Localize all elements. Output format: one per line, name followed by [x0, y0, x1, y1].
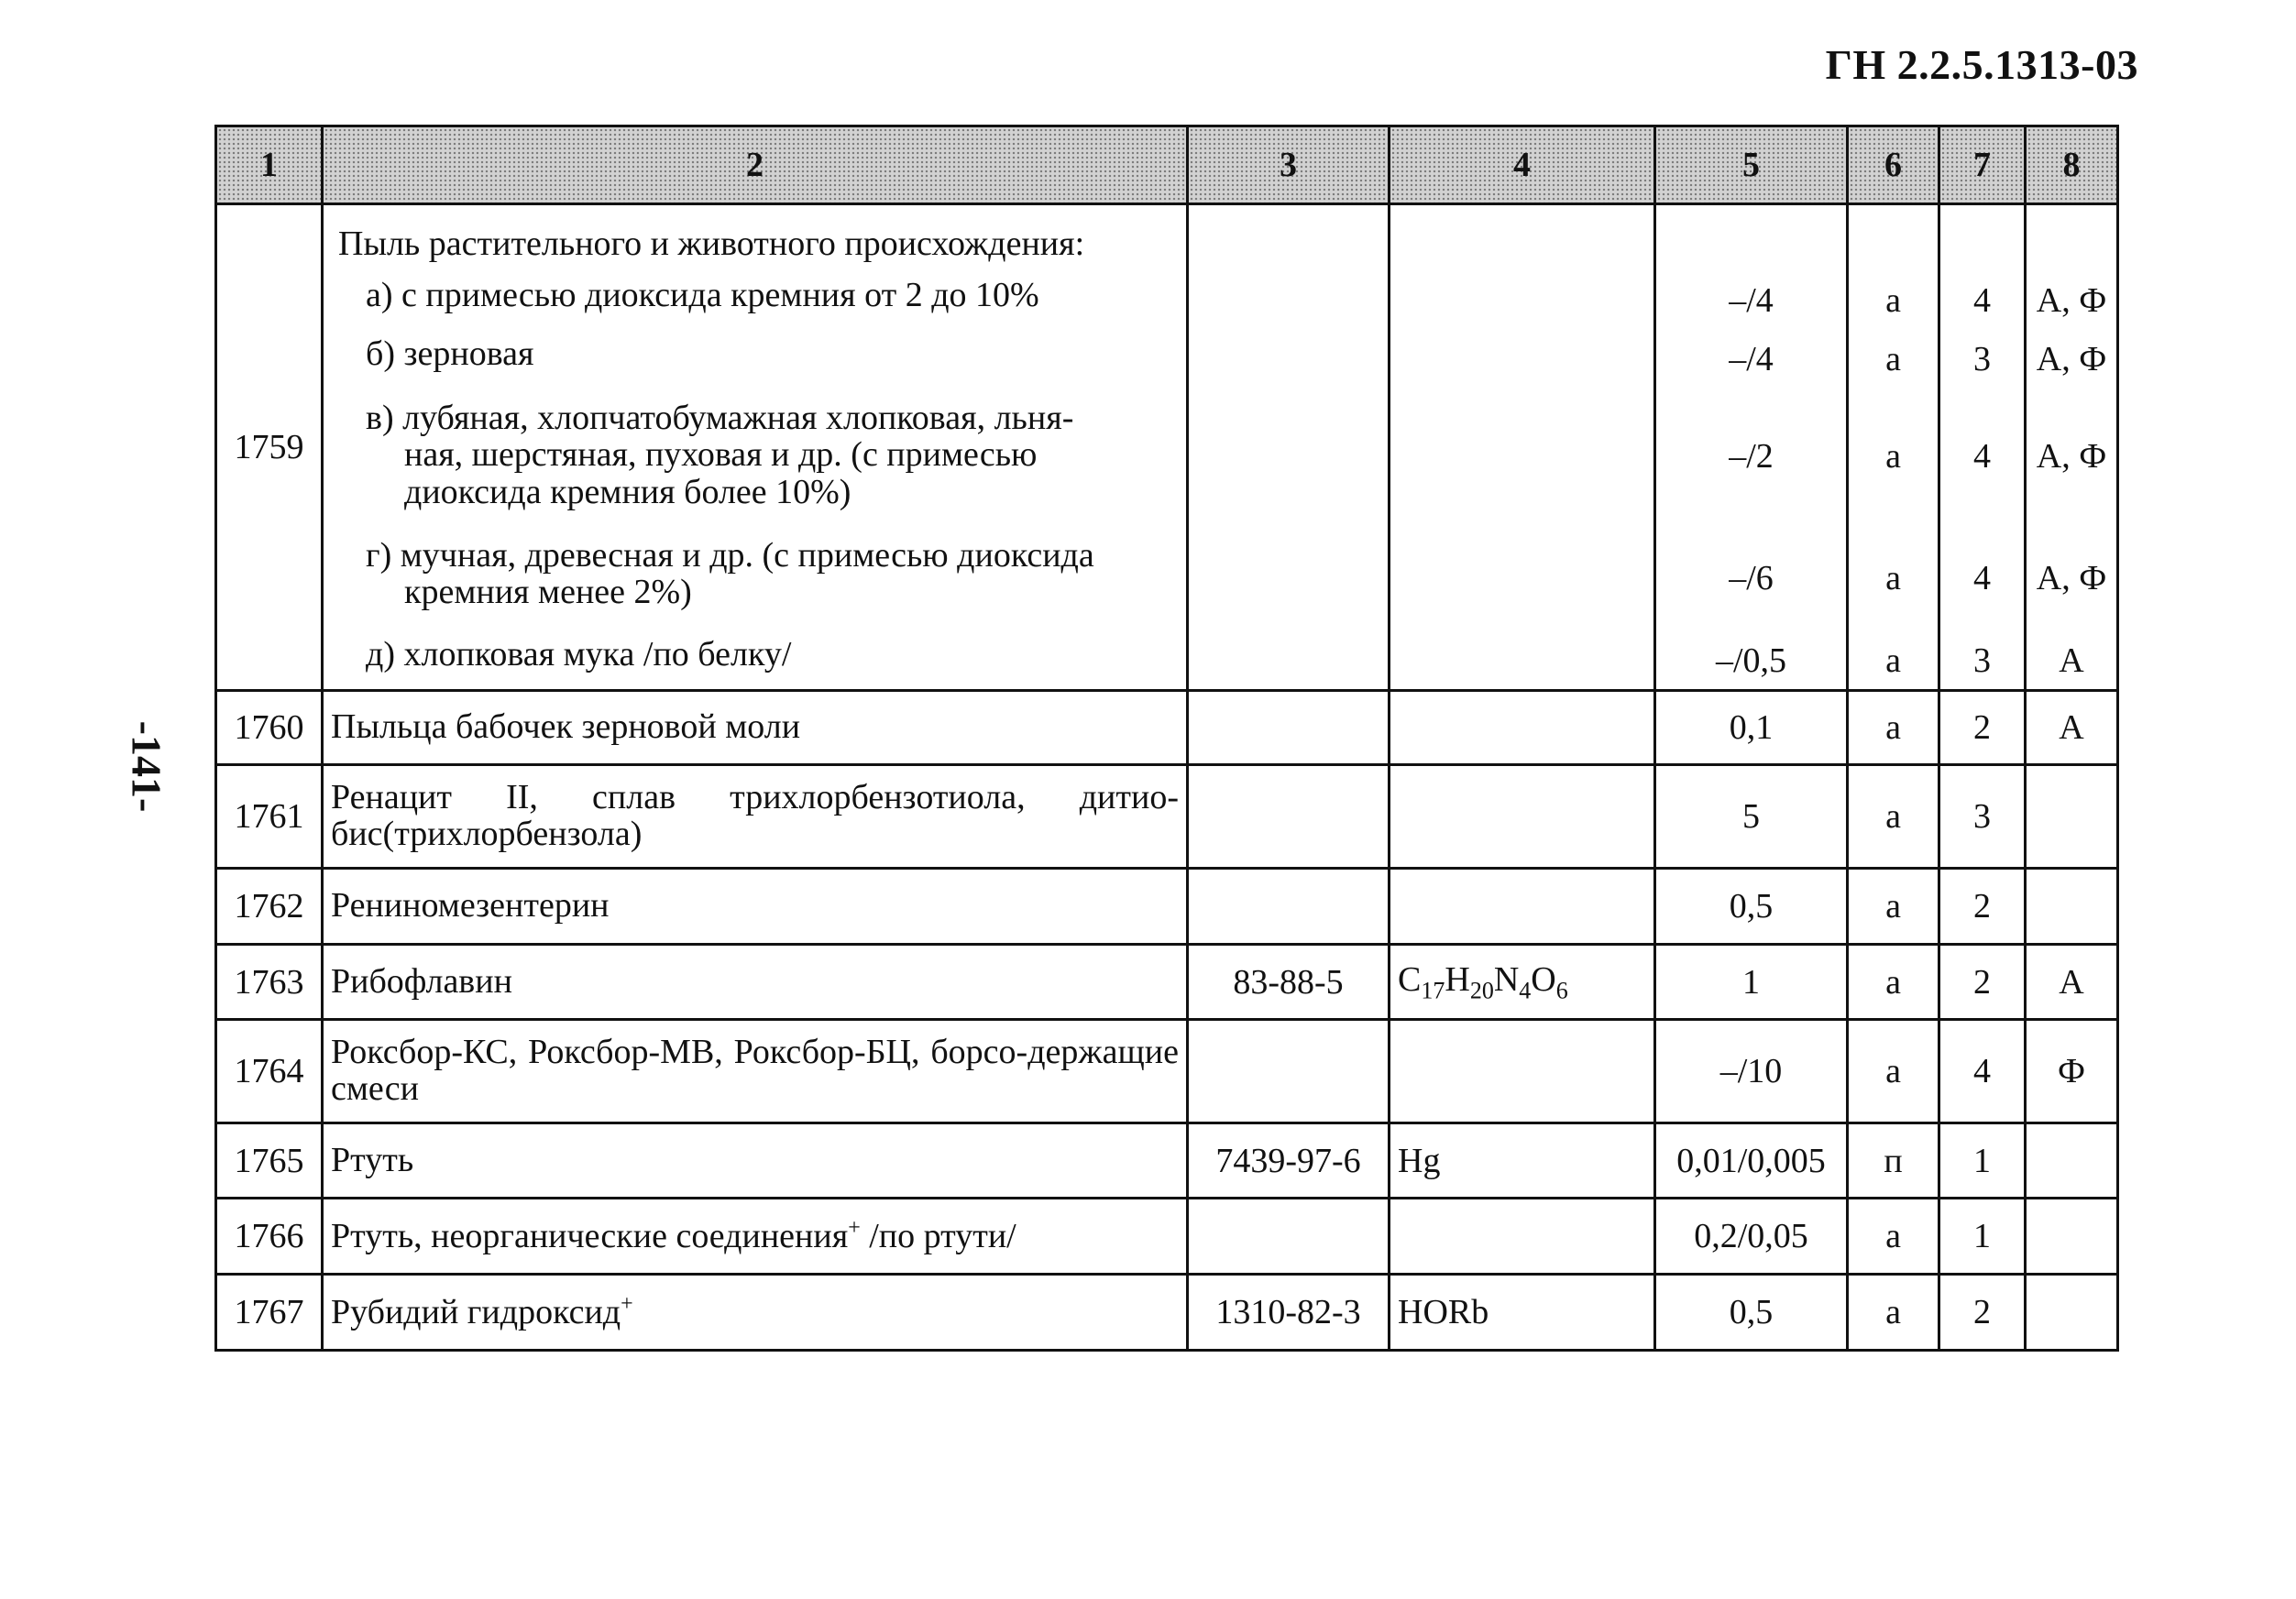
feature-mark: А	[2026, 691, 2118, 765]
sub-hazard: 3	[1973, 641, 1991, 680]
row-number: 1765	[216, 1123, 323, 1199]
formula	[1390, 945, 1655, 1020]
formula: HORb	[1390, 1275, 1655, 1351]
sub-item-line: ная, шерстяная, пуховая и др. (с примесью	[404, 435, 1038, 475]
limit-value: 0,1	[1655, 691, 1848, 765]
sub-feature: А, Ф	[2036, 340, 2107, 378]
aggregate-state: а	[1848, 765, 1939, 869]
col-header-2: 2	[323, 126, 1188, 204]
formula	[1390, 691, 1655, 765]
sub-value: –/4	[1729, 340, 1774, 378]
substance-name: Роксбор-КС, Роксбор-МВ, Роксбор-БЦ, борсо-держащие смеси	[323, 1020, 1188, 1123]
limit-value: –/10	[1655, 1020, 1848, 1123]
sub-state: а	[1885, 281, 1901, 320]
row-number: 1762	[216, 869, 323, 945]
sub-item-line: кремния менее 2%)	[404, 573, 692, 612]
group-name-cell	[323, 204, 1188, 691]
col-header-5: 5	[1655, 126, 1848, 204]
cas-number	[1188, 765, 1390, 869]
cas-number	[1188, 691, 1390, 765]
hazard-class-cell	[1939, 204, 2026, 691]
table-row-1760	[216, 691, 2118, 765]
row-number: 1766	[216, 1199, 323, 1275]
superscript-mark: +	[621, 1292, 633, 1317]
cas-number	[1188, 1020, 1390, 1123]
header-row	[216, 126, 2118, 204]
table-row-1764	[216, 1020, 2118, 1123]
hazard-class: 4	[1939, 1020, 2026, 1123]
row-number: 1760	[216, 691, 323, 765]
cas-cell	[1188, 204, 1390, 691]
aggregate-state: п	[1848, 1123, 1939, 1199]
table-row-1762	[216, 869, 2118, 945]
cas-number	[1188, 1199, 1390, 1275]
substance-name: Пыльца бабочек зерновой моли	[323, 691, 1188, 765]
formula	[1390, 765, 1655, 869]
state-cell	[1848, 204, 1939, 691]
table-row-1759	[216, 204, 2118, 691]
aggregate-state: а	[1848, 691, 1939, 765]
formula: Hg	[1390, 1123, 1655, 1199]
aggregate-state: а	[1848, 869, 1939, 945]
substance-name: Рениномезентерин	[323, 869, 1188, 945]
col-header-4: 4	[1390, 126, 1655, 204]
feature-mark	[2026, 765, 2118, 869]
hazard-class: 1	[1939, 1199, 2026, 1275]
sub-hazard: 4	[1973, 437, 1991, 476]
hazard-class: 2	[1939, 1275, 2026, 1351]
sub-feature: А	[2059, 641, 2084, 680]
sub-state: а	[1885, 641, 1901, 680]
document-code: ГН 2.2.5.1313-03	[1825, 41, 2138, 88]
table-row-1765	[216, 1123, 2118, 1199]
cas-number: 83-88-5	[1188, 945, 1390, 1020]
value-cell	[1655, 204, 1848, 691]
sub-value: –/2	[1729, 437, 1774, 476]
hazard-class: 3	[1939, 765, 2026, 869]
sub-state: а	[1885, 437, 1901, 476]
substance-name: Рибофлавин	[323, 945, 1188, 1020]
feature-mark: А	[2026, 945, 2118, 1020]
sub-hazard: 4	[1973, 281, 1991, 320]
row-number: 1764	[216, 1020, 323, 1123]
limit-value: 0,5	[1655, 1275, 1848, 1351]
row-number: 1763	[216, 945, 323, 1020]
sub-item-line: г) мучная, древесная и др. (с примесью диоксида	[366, 536, 1094, 575]
sub-item-g	[338, 537, 1171, 630]
chemical-formula: $C_{17}H_{20}N_4O_6$	[1398, 959, 1568, 1004]
formula-cell	[1390, 204, 1655, 691]
hazard-class: 2	[1939, 691, 2026, 765]
feature-mark	[2026, 1275, 2118, 1351]
formula	[1390, 869, 1655, 945]
sub-hazard: 4	[1973, 559, 1991, 597]
substance-name	[323, 1199, 1188, 1275]
sub-state: а	[1885, 559, 1901, 597]
formula	[1390, 1199, 1655, 1275]
sub-item-line: диоксида кремния более 10%)	[404, 472, 851, 511]
table-row-1761	[216, 765, 2118, 869]
group-title: Пыль растительного и животного происхождения:	[338, 225, 1085, 263]
superscript-mark: +	[848, 1216, 861, 1241]
feature-mark	[2026, 1123, 2118, 1199]
sub-item-line: а) с примесью диоксида кремния от 2 до 10%	[366, 276, 1039, 314]
substance-name: Ренацит II, сплав трихлорбензотиола, дитио-бис(трихлорбензола)	[323, 765, 1188, 869]
feature-cell	[2026, 204, 2118, 691]
col-header-7: 7	[1939, 126, 2026, 204]
aggregate-state: а	[1848, 945, 1939, 1020]
aggregate-state: а	[1848, 1199, 1939, 1275]
sub-item-d	[338, 630, 1171, 684]
formula	[1390, 1020, 1655, 1123]
limit-value: 1	[1655, 945, 1848, 1020]
substances-table	[214, 125, 2119, 1352]
sub-item-a	[338, 277, 1171, 335]
row-number: 1761	[216, 765, 323, 869]
sub-hazard: 3	[1973, 340, 1991, 378]
cas-number: 1310-82-3	[1188, 1275, 1390, 1351]
name-tail: /по ртути/	[860, 1217, 1016, 1256]
sub-value: –/4	[1729, 281, 1774, 320]
sub-value: –/0,5	[1715, 641, 1787, 680]
col-header-6: 6	[1848, 126, 1939, 204]
sub-feature: А, Ф	[2036, 559, 2107, 597]
table-row-1766	[216, 1199, 2118, 1275]
feature-mark: Ф	[2026, 1020, 2118, 1123]
name-text: Рубидий гидроксид	[331, 1293, 621, 1332]
table-row-1767	[216, 1275, 2118, 1351]
row-number: 1767	[216, 1275, 323, 1351]
name-text: Ртуть, неорганические соединения	[331, 1217, 849, 1256]
limit-value: 0,5	[1655, 869, 1848, 945]
row-number: 1759	[216, 204, 323, 691]
col-header-1: 1	[216, 126, 323, 204]
sub-item-v	[338, 392, 1171, 537]
col-header-3: 3	[1188, 126, 1390, 204]
limit-value: 5	[1655, 765, 1848, 869]
sub-value: –/6	[1729, 559, 1774, 597]
aggregate-state: а	[1848, 1275, 1939, 1351]
sub-item-line: д) хлопковая мука /по белку/	[366, 635, 792, 674]
sub-state: а	[1885, 340, 1901, 378]
sub-feature: А, Ф	[2036, 437, 2107, 476]
feature-mark	[2026, 869, 2118, 945]
col-header-8: 8	[2026, 126, 2118, 204]
feature-mark	[2026, 1199, 2118, 1275]
page-number: -141-	[123, 720, 170, 813]
cas-number	[1188, 869, 1390, 945]
limit-value: 0,2/0,05	[1655, 1199, 1848, 1275]
substance-name: Ртуть	[323, 1123, 1188, 1199]
sub-item-b	[338, 335, 1171, 392]
hazard-class: 1	[1939, 1123, 2026, 1199]
cas-number: 7439-97-6	[1188, 1123, 1390, 1199]
sub-item-line: в) лубяная, хлопчатобумажная хлопковая, льня-	[366, 399, 1074, 437]
sub-item-line: б) зерновая	[366, 334, 534, 373]
substance-name	[323, 1275, 1188, 1351]
aggregate-state: а	[1848, 1020, 1939, 1123]
sub-feature: А, Ф	[2036, 281, 2107, 320]
hazard-class: 2	[1939, 869, 2026, 945]
hazard-class: 2	[1939, 945, 2026, 1020]
limit-value: 0,01/0,005	[1655, 1123, 1848, 1199]
table-row-1763	[216, 945, 2118, 1020]
